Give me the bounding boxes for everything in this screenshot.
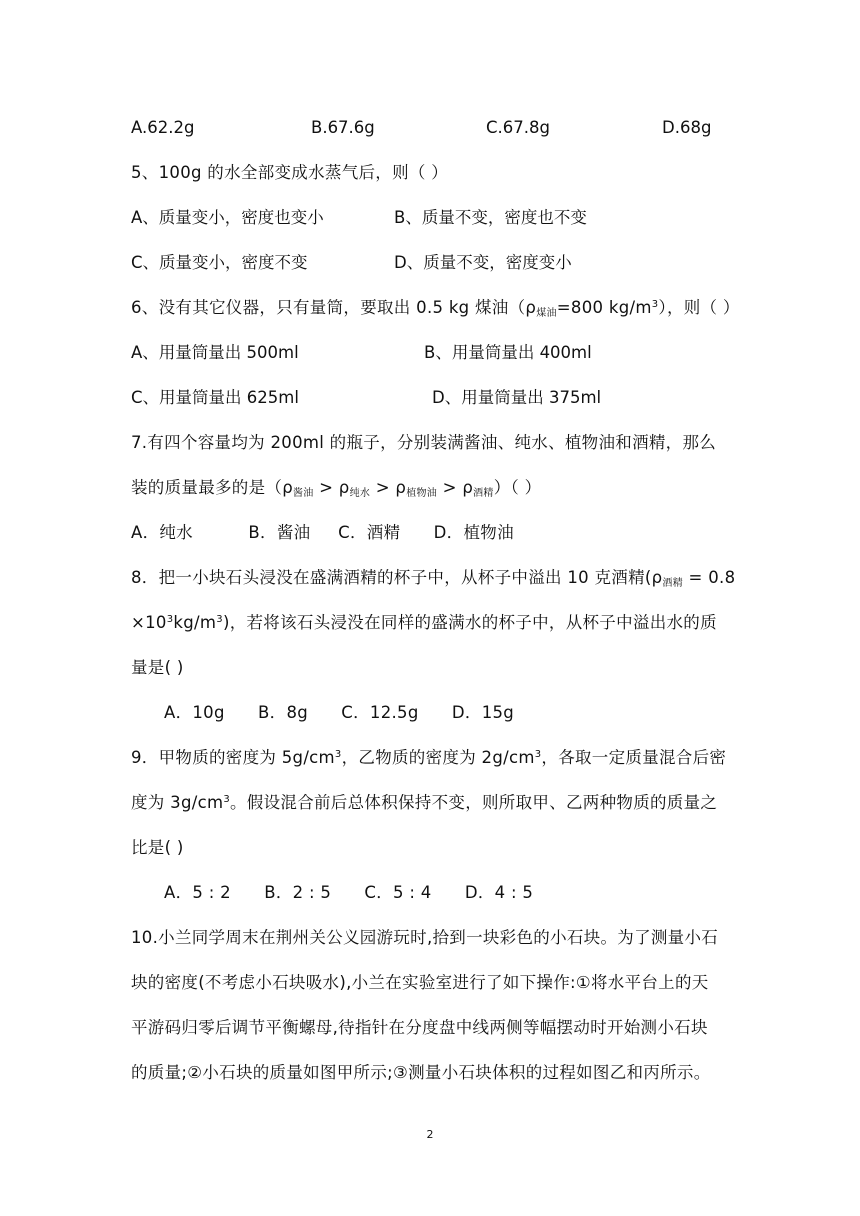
q5-option-d: D、质量不变，密度变小: [394, 253, 572, 272]
q6-stem-part: =800 kg/m: [556, 298, 652, 317]
q9-text: 度为 3g/cm: [131, 793, 224, 812]
q7-subscript: 酱油: [292, 488, 314, 499]
q6-stem-part: 6、没有其它仪器，只有量筒，要取出 0.5 kg 煤油（ρ: [131, 298, 537, 317]
q8-superscript: 3: [166, 614, 174, 625]
q8-text: = 0.8: [683, 568, 736, 587]
q10-line3: 平游码归零后调节平衡螺母,待指针在分度盘中线两侧等幅摆动时开始测小石块: [131, 1018, 708, 1037]
q9-text: 9．甲物质的密度为 5g/cm: [131, 748, 335, 767]
q9-text: ，各取一定质量混合后密: [541, 748, 727, 767]
q6-option-b: B、用量筒量出 400ml: [424, 343, 592, 362]
q6-stem-part: ），则（ ）: [658, 298, 740, 317]
q9-superscript: 3: [223, 794, 230, 805]
q6-option-a: A、用量筒量出 500ml: [131, 343, 299, 362]
q9-stem-line2: [131, 791, 717, 815]
q8-stem-line1: [131, 566, 735, 590]
q8-superscript: 3: [216, 614, 223, 625]
q6-option-d: D、用量筒量出 375ml: [432, 388, 602, 407]
q8-text: )，若将该石头浸没在同样的盛满水的杯子中，从杯子中溢出水的质: [222, 613, 717, 632]
q8-text: kg/m: [173, 613, 217, 632]
q7-subscript: 纯水: [349, 488, 371, 499]
q8-text: ×10: [131, 613, 167, 632]
q4-option-d: D.68g: [662, 118, 712, 137]
q7-subscript: 植物油: [406, 488, 438, 499]
q7-text: ）（ ）: [493, 478, 542, 497]
q10-line2: 块的密度(不考虑小石块吸水),小兰在实验室进行了如下操作:①将水平台上的天: [131, 973, 709, 992]
q5-stem: 5、100g 的水全部变成水蒸气后，则（ ）: [131, 163, 449, 182]
q6-stem: [131, 296, 740, 320]
q7-text: > ρ: [313, 478, 350, 497]
q6-superscript: 3: [651, 299, 659, 310]
q5-option-c: C、质量变小，密度不变: [131, 253, 308, 272]
q8-options: A．10g B．8g C．12.5g D．15g: [164, 703, 515, 722]
q6-option-c: C、用量筒量出 625ml: [131, 388, 299, 407]
q10-line1: 10.小兰同学周末在荆州关公义园游玩时,拾到一块彩色的小石块。为了测量小石: [131, 928, 719, 947]
q9-stem-line1: [131, 746, 726, 770]
q6-subscript: 煤油: [536, 308, 557, 319]
q7-options: A．纯水 B．酱油 C．酒精 D．植物油: [131, 523, 514, 542]
q10-line4: 的质量;②小石块的质量如图甲所示;③测量小石块体积的过程如图乙和丙所示。: [131, 1063, 711, 1082]
q9-superscript: 3: [534, 749, 542, 760]
q4-option-b: B.67.6g: [311, 118, 375, 137]
q4-option-a: A.62.2g: [131, 118, 195, 137]
q9-text: 。假设混合前后总体积保持不变，则所取甲、乙两种物质的质量之: [230, 793, 718, 812]
q7-text: > ρ: [437, 478, 474, 497]
q5-option-b: B、质量不变，密度也不变: [394, 208, 587, 227]
q5-option-a: A、质量变小，密度也变小: [131, 208, 324, 227]
q7-stem-line1: 7.有四个容量均为 200ml 的瓶子，分别装满酱油、纯水、植物油和酒精，那么: [131, 433, 717, 452]
page-number: 2: [426, 1128, 434, 1141]
q9-options: A．5 : 2 B．2 : 5 C．5 : 4 D．4 : 5: [164, 883, 534, 902]
q9-text: ，乙物质的密度为 2g/cm: [341, 748, 535, 767]
q9-stem-line3: 比是( ): [131, 838, 184, 857]
q7-text: > ρ: [370, 478, 407, 497]
q7-stem-line2: [131, 476, 541, 500]
q8-text: 8．把一小块石头浸没在盛满酒精的杯子中，从杯子中溢出 10 克酒精(ρ: [131, 568, 663, 587]
q8-stem-line2: [131, 611, 717, 635]
q9-superscript: 3: [334, 749, 342, 760]
q7-subscript: 酒精: [473, 488, 494, 499]
q8-subscript: 酒精: [662, 578, 684, 589]
q8-stem-line3: 量是( ): [131, 658, 184, 677]
q4-option-c: C.67.8g: [486, 118, 550, 137]
q7-text: 装的质量最多的是（ρ: [131, 478, 293, 497]
